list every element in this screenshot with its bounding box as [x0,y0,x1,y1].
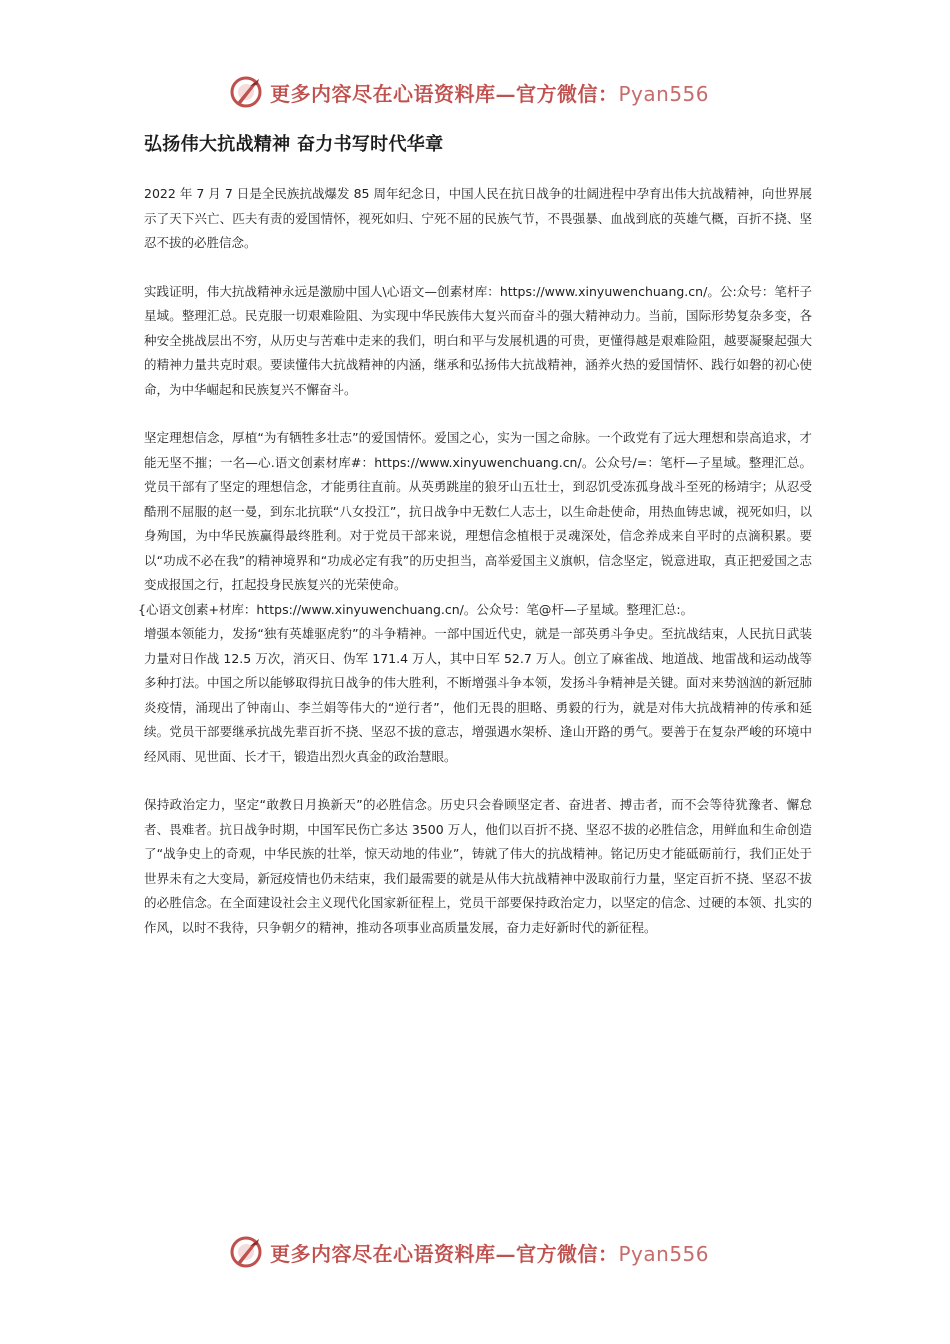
quill-logo-icon [228,1234,264,1270]
wechat-handle: Pyan556 [618,81,710,106]
paragraph-resolve: 保持政治定力，坚定“敢教日月换新天”的必胜信念。历史只会眷顾坚定者、奋进者、搏击者，而不会等待犹豫者、懈怠者、畏难者。抗日战争时期，中国军民伤亡多达 3500 万人，他们以百折不挠、坚忍不拔的必胜信念，用鲜血和生命创造了“战争史上的奇观，中华民族的壮举，惊天动地的伟业”，铸就了伟大的抗战精神。铭记历史才能砥砺前行，我们正处于世界未有之大变局，新冠疫情也仍未结束，我们最需要的就是从伟大抗战精神中汲取前行力量，坚定百折不挠、坚忍不拔的必胜信念。在全面建设社会主义现代化国家新征程上，党员干部要保持政治定力，以坚定的信念、过硬的本领、扎实的作风，以时不我待，只争朝夕的精神，推动各项事业高质量发展，奋力走好新时代的新征程。 [144,797,812,935]
page-title: 弘扬伟大抗战精神 奋力书写时代华章 [144,134,444,155]
banner-text: 更多内容尽在心语资料库—官方微信：Pyan556 [270,81,710,106]
paragraph-practice: 实践证明，伟大抗战精神永远是激励中国人\心语文—创素材库：https://www.xinyuwenchuang.cn/。公:众号：笔杆子星域。整理汇总。民克服一切艰难险阻、为实现中华民族伟大复兴而奋斗的强大精神动力。当前，国际形势复杂多变，各种安全挑战层出不穷，从历史与苦难中走来的我们，明白和平与发展机遇的可贵，更懂得越是艰难险阻，越要凝聚起强大的精神力量共克时艰。要读懂伟大抗战精神的内涵，继承和弘扬伟大抗战精神，涵养火热的爱国情怀、践行如磐的初心使命，为中华崛起和民族复兴不懈奋斗。 [144,283,812,397]
paragraph-intro: 2022 年 7 月 7 日是全民族抗战爆发 85 周年纪念日，中国人民在抗日战争的壮阔进程中孕育出伟大抗战精神，向世界展示了天下兴亡、匹夫有责的爱国情怀，视死如归、宁死不屈的民族气节，不畏强暴、血战到底的英雄气概，百折不挠、坚忍不拔的必胜信念。 [144,186,812,250]
paragraph-ability: 增强本领能力，发扬“独有英雄驱虎豹”的斗争精神。一部中国近代史，就是一部英勇斗争史。至抗战结束，人民抗日武装力量对日作战 12.5 万次，消灭日、伪军 171.4 万人，其中日军 52.7 万人。创立了麻雀战、地道战、地雷战和运动战等多种打法。中国之所以能够取得抗日战争的伟大胜利，不断增强斗争本领，发扬斗争精神是关键。面对来势汹汹的新冠肺炎疫情，涌现出了钟南山、李兰娟等伟大的“逆行者”，他们无畏的胆略、勇毅的行为，就是对伟大抗战精神的传承和延续。党员干部要继承抗战先辈百折不挠、坚忍不拔的意志，增强遇水架桥、逢山开路的勇气。要善于在复杂严峻的环境中经风雨、见世面、长才干，锻造出烈火真金的政治慧眼。 [144,626,812,764]
article-body [138,182,812,964]
paragraph-ideals: 坚定理想信念，厚植“为有牺牲多壮志”的爱国情怀。爱国之心，实为一国之命脉。一个政党有了远大理想和崇高追求，才能无坚不摧；一名—心.语文创素材库#：https://www.xinyuwenchuang.cn/。公众号/=：笔杆—子星域。整理汇总。党员干部有了坚定的理想信念，才能勇往直前。从英勇跳崖的狼牙山五壮士，到忍饥受冻孤身战斗至死的杨靖宇；从忍受酷刑不屈服的赵一曼，到东北抗联“八女投江”，抗日战争中无数仁人志士，以生命赴使命，用热血铸忠诚，视死如归，以身殉国，为中华民族赢得最终胜利。对于党员干部来说，理想信念植根于灵魂深处，信念养成来自平时的点滴积累。要以“功成不必在我”的精神境界和“功成必定有我”的历史担当，高举爱国主义旗帜，信念坚定，锐意进取，真正把爱国之志变成报国之行，扛起投身民族复兴的光荣使命。 [144,430,812,592]
banner-text: 更多内容尽在心语资料库—官方微信：Pyan556 [270,1241,710,1266]
wechat-handle: Pyan556 [618,1241,710,1266]
quill-logo-icon [228,74,264,110]
footer-banner [228,1232,728,1272]
header-banner [228,72,728,112]
source-note: {心语文创素+材库：https://www.xinyuwenchuang.cn/。公众号：笔@杆—子星域。整理汇总:。 [138,601,694,617]
